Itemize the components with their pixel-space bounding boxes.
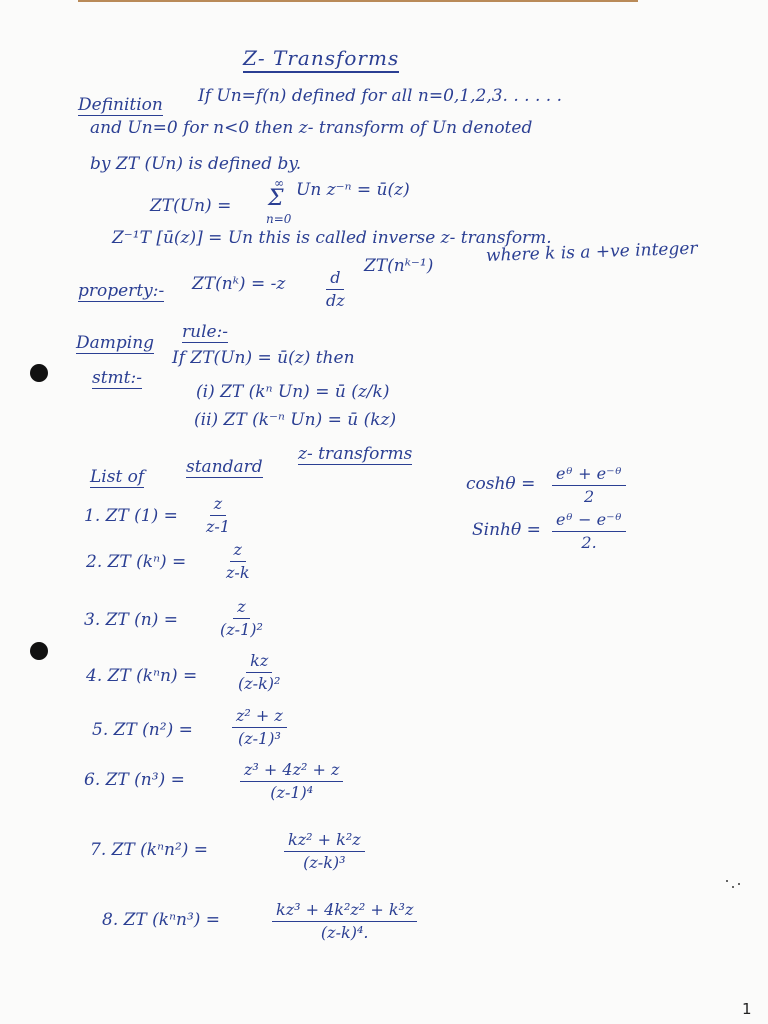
- transform-7-numerator: kz² + k²z: [284, 830, 365, 852]
- transform-2-numerator: z: [230, 540, 246, 562]
- punch-hole-top: [30, 364, 48, 382]
- transform-4-denominator: (z-k)²: [238, 674, 281, 693]
- transform-2-fraction: [222, 540, 254, 583]
- cosh-numerator: eᶿ + e⁻ᶿ: [552, 464, 626, 486]
- punch-hole-bottom: [30, 642, 48, 660]
- sum-lower-limit: n=0: [266, 212, 292, 226]
- transform-1-numerator: z: [210, 494, 226, 516]
- transform-1-fraction: [202, 494, 234, 537]
- transform-4-lhs: 4. ZT (kⁿn) =: [86, 666, 198, 686]
- definition-line-3: by ZT (Un) is defined by.: [90, 154, 302, 174]
- transform-3-denominator: (z-1)²: [220, 620, 263, 639]
- page-number: 1: [742, 1000, 752, 1018]
- property-formula-lhs: ZT(nᵏ) = -z: [192, 274, 286, 294]
- transform-1-lhs: 1. ZT (1) =: [84, 506, 178, 526]
- transform-4-numerator: kz: [246, 651, 272, 673]
- transform-8-denominator: (z-k)⁴.: [320, 923, 369, 942]
- transform-6-denominator: (z-1)⁴: [270, 783, 314, 802]
- damping-label: Damping: [76, 333, 155, 353]
- sinh-label: Sinhθ =: [472, 520, 541, 540]
- transform-3-lhs: 3. ZT (n) =: [84, 610, 179, 630]
- transform-8-fraction: [272, 900, 417, 943]
- transform-8-numerator: kz³ + 4k²z² + k³z: [272, 900, 417, 922]
- transform-5-denominator: (z-1)³: [237, 729, 281, 748]
- paper-speck: [732, 886, 734, 888]
- derivative-operator: [322, 268, 349, 311]
- property-label: property:-: [78, 281, 165, 301]
- list-heading-part-3: z- transforms: [298, 444, 413, 464]
- transform-4-fraction: [234, 651, 284, 694]
- damping-if-line: If ZT(Un) = ū(z) then: [172, 348, 355, 368]
- paper-speck: [726, 880, 728, 882]
- cosh-fraction: [552, 464, 626, 507]
- property-formula-rhs: ZT(nᵏ⁻¹): [364, 256, 434, 276]
- damping-statement-label: stmt:-: [92, 368, 142, 388]
- sinh-fraction: [552, 510, 626, 553]
- sum-upper-limit: ∞: [274, 176, 284, 190]
- transform-6-numerator: z³ + 4z² + z: [240, 760, 343, 782]
- transform-7-denominator: (z-k)³: [303, 853, 346, 872]
- transform-5-numerator: z² + z: [232, 706, 287, 728]
- z-transform-formula-lhs: ZT(Un) =: [150, 196, 232, 216]
- list-heading-part-1: List of: [90, 467, 145, 487]
- transform-6-fraction: [240, 760, 343, 803]
- transform-8-lhs: 8. ZT (kⁿn³) =: [102, 910, 221, 930]
- definition-label: Definition: [78, 95, 163, 115]
- transform-2-lhs: 2. ZT (kⁿ) =: [86, 552, 187, 572]
- transform-6-lhs: 6. ZT (n³) =: [84, 770, 185, 790]
- inverse-z-transform-line: Z⁻¹T [ū(z)] = Un this is called inverse z- transform.: [112, 228, 552, 248]
- property-note: where k is a +ve integer: [485, 238, 698, 266]
- transform-5-lhs: 5. ZT (n²) =: [92, 720, 193, 740]
- transform-2-denominator: z-k: [226, 563, 250, 582]
- sinh-numerator: eᶿ − e⁻ᶿ: [552, 510, 626, 532]
- damping-item-i: (i) ZT (kⁿ Un) = ū (z/k): [196, 382, 390, 402]
- definition-line-2: and Un=0 for n<0 then z- transform of Un denoted: [90, 118, 533, 138]
- transform-7-lhs: 7. ZT (kⁿn²) =: [90, 840, 209, 860]
- page-title: Z- Transforms: [243, 46, 399, 73]
- damping-item-ii: (ii) ZT (k⁻ⁿ Un) = ū (kz): [194, 410, 397, 430]
- derivative-denominator: dz: [326, 291, 345, 310]
- summation-sign: Σ: [268, 186, 284, 211]
- transform-3-numerator: z: [233, 597, 249, 619]
- derivative-numerator: d: [326, 268, 344, 290]
- z-transform-formula-rhs: Un z⁻ⁿ = ū(z): [296, 180, 410, 200]
- cosh-label: coshθ =: [466, 474, 536, 494]
- list-heading-part-2: standard: [186, 457, 263, 477]
- paper-speck: [738, 883, 740, 885]
- cosh-denominator: 2: [583, 487, 595, 506]
- transform-5-fraction: [232, 706, 287, 749]
- transform-3-fraction: [216, 597, 267, 640]
- transform-7-fraction: [284, 830, 365, 873]
- transform-1-denominator: z-1: [206, 517, 231, 536]
- sinh-denominator: 2.: [581, 533, 597, 552]
- definition-line-1: If Un=f(n) defined for all n=0,1,2,3. . . . . .: [198, 86, 562, 106]
- page-top-edge-line: [78, 0, 638, 2]
- damping-rule-label: rule:-: [182, 322, 229, 342]
